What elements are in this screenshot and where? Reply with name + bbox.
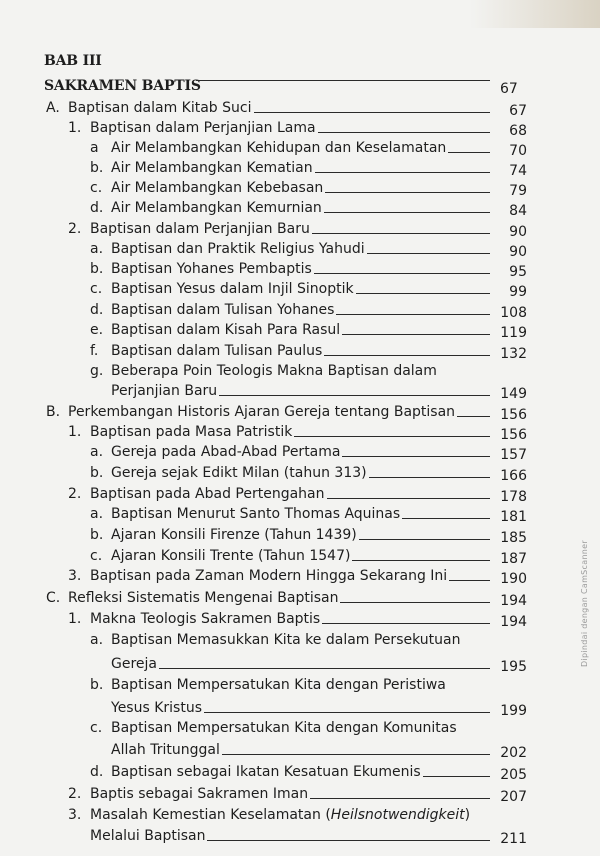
leader-line [325,192,490,193]
leader-line [324,355,490,356]
entry-title-text: Baptisan dalam Perjanjian Baru [90,221,310,237]
entry-number: A. [46,100,60,116]
leader-line [342,456,490,457]
entry-title [111,241,365,261]
entry-title-text: Baptisan Menurut Santo Thomas Aquinas [111,506,401,522]
scanner-watermark: Dipindai dengan CamScanner [580,540,589,667]
entry-title-text: Baptisan dalam Kitab Suci [68,100,252,116]
entry-title [111,281,354,301]
entry-page-number: 157 [500,447,527,463]
entry-number: c. [90,281,103,297]
leader-line [204,712,490,713]
entry-number: g. [90,363,104,379]
entry-title [111,720,457,740]
leader-line [359,539,490,540]
entry-number: d. [90,200,104,216]
entry-title [111,742,220,762]
entry-page-number: 194 [500,614,527,630]
entry-page-number: 202 [500,745,527,761]
leader-line [315,172,490,173]
entry-title [111,180,323,200]
entry-number: a. [90,632,104,648]
entry-title-suffix: ) [464,807,471,823]
entry-title [111,632,460,652]
leader-line [222,754,490,755]
leader-line [324,212,490,213]
entry-number: c. [90,180,103,196]
leader-line [352,560,490,561]
entry-page-number: 79 [509,183,527,199]
leader-line [367,253,490,254]
entry-title-text: Air Melambangkan Kebebasan [111,180,324,196]
entry-page-number: 95 [509,264,527,280]
entry-title-text: Baptisan Mempersatukan Kita dengan Peristiwa [111,677,446,693]
entry-page-number: 205 [500,767,527,783]
leader-line [327,498,490,499]
entry-title-text: Yesus Kristus [111,700,202,716]
entry-title-text: Baptisan dalam Tulisan Paulus [111,343,323,359]
entry-title [90,221,310,241]
entry-number: b. [90,677,104,693]
entry-title [111,160,313,180]
entry-title [90,424,292,444]
entry-number: e. [90,322,104,338]
entry-page-number: 178 [500,489,527,505]
entry-title-text: Masalah Kemestian Keselamatan ( [90,807,331,823]
entry-page-number: 156 [500,427,527,443]
leader-line [342,334,490,335]
entry-number: d. [90,764,104,780]
leader-line [369,477,490,478]
entry-title [111,322,340,342]
entry-title-text: Melalui Baptisan [90,828,206,844]
page-edge-shadow [470,0,600,28]
entry-number: b. [90,527,104,543]
leader-line [219,395,490,396]
entry-title-text: Baptisan dan Praktik Religius Yahudi [111,241,365,257]
entry-number: a. [90,444,104,460]
entry-title-text: Baptisan Yesus dalam Injil Sinoptik [111,281,354,297]
entry-title [90,807,470,827]
entry-title-text: Baptisan pada Masa Patristik [90,424,293,440]
entry-page-number: 199 [500,703,527,719]
section-title: SAKRAMEN BAPTIS [44,78,201,94]
entry-number: C. [46,590,61,606]
entry-page-number: 90 [509,244,527,260]
entry-page-number: 187 [500,551,527,567]
entry-title-text: Refleksi Sistematis Mengenai Baptisan [68,590,339,606]
entry-title [90,568,447,588]
leader-line [254,112,490,113]
entry-number: b. [90,160,104,176]
entry-title [68,590,338,610]
entry-title [68,404,455,424]
entry-number: b. [90,465,104,481]
entry-title [111,444,340,464]
leader-line [457,416,490,417]
entry-page-number: 90 [509,224,527,240]
entry-page-number: 99 [509,284,527,300]
entry-title [111,656,157,676]
entry-page-number: 166 [500,468,527,484]
entry-title [111,527,357,547]
entry-title [111,548,350,568]
entry-number: 1. [68,611,82,627]
leader-line [318,132,490,133]
leader-line [356,293,490,294]
entry-title [111,465,367,485]
entry-title [90,786,308,806]
leader-line [449,580,490,581]
entry-title-text: Baptisan pada Abad Pertengahan [90,486,325,502]
entry-title [111,700,202,720]
leader-line [312,233,490,234]
entry-page-number: 108 [500,305,527,321]
entry-number: 2. [68,786,82,802]
entry-page-number: 119 [500,325,527,341]
entry-number: a [90,140,99,156]
entry-title [111,506,400,526]
entry-page-number: 70 [509,143,527,159]
entry-title [111,302,334,322]
entry-page-number: 84 [509,203,527,219]
entry-page-number: 181 [500,509,527,525]
entry-title-text: Perkembangan Historis Ajaran Gereja tentang Baptisan [68,404,456,420]
leader-line [402,518,490,519]
entry-page-number: 132 [500,346,527,362]
leader-line [196,80,490,81]
leader-line [448,152,490,153]
entry-title [90,828,205,848]
entry-title [111,363,437,383]
entry-number: b. [90,261,104,277]
entry-title-text: Baptisan dalam Perjanjian Lama [90,120,316,136]
entry-page-number: 67 [509,103,527,119]
entry-page-number: 194 [500,593,527,609]
entry-page-number: 207 [500,789,527,805]
entry-page-number: 185 [500,530,527,546]
entry-title [111,677,446,697]
entry-title [111,200,322,220]
entry-number: d. [90,302,104,318]
entry-title-text: Baptisan dalam Kisah Para Rasul [111,322,341,338]
leader-line [322,623,490,624]
leader-line [314,273,490,274]
entry-title [111,764,421,784]
leader-line [310,798,490,799]
entry-page-number: 156 [500,407,527,423]
entry-title [68,100,252,120]
leader-line [423,776,490,777]
entry-title-text: Baptisan Yohanes Pembaptis [111,261,312,277]
entry-title-text: Baptisan sebagai Ikatan Kesatuan Ekumenis [111,764,421,780]
chapter-label: BAB III [44,53,102,69]
entry-number: 3. [68,807,82,823]
entry-title-text: Gereja pada Abad-Abad Pertama [111,444,341,460]
entry-title-text: Air Melambangkan Kehidupan dan Keselamatan [111,140,447,156]
entry-title-text: Makna Teologis Sakramen Baptis [90,611,321,627]
entry-title-text: Gereja sejak Edikt Milan (tahun 313) [111,465,367,481]
entry-title-text: Gereja [111,656,157,672]
entry-title-text: Air Melambangkan Kemurnian [111,200,322,216]
entry-page-number: 190 [500,571,527,587]
entry-title-text: Ajaran Konsili Trente (Tahun 1547) [111,548,351,564]
entry-number: f. [90,343,99,359]
entry-number: c. [90,548,103,564]
entry-title-text: Beberapa Poin Teologis Makna Baptisan dalam [111,363,437,379]
entry-title [90,486,325,506]
entry-number: 1. [68,424,82,440]
leader-line [336,314,490,315]
entry-page-number: 74 [509,163,527,179]
leader-line [340,602,490,603]
leader-line [207,840,490,841]
leader-line [294,436,490,437]
entry-title-text: Baptisan pada Zaman Modern Hingga Sekarang Ini [90,568,448,584]
entry-number: 3. [68,568,82,584]
entry-title-text: Baptisan Mempersatukan Kita dengan Komunitas [111,720,457,736]
entry-title-text: Air Melambangkan Kematian [111,160,313,176]
entry-number: 1. [68,120,82,136]
entry-page-number: 211 [500,831,527,847]
entry-title-text: Baptisan Memasukkan Kita ke dalam Persekutuan [111,632,461,648]
entry-page-number: 195 [500,659,527,675]
entry-number: a. [90,506,104,522]
leader-line [159,668,490,669]
entry-title-text: Allah Tritunggal [111,742,220,758]
entry-title [111,383,217,403]
entry-page-number: 68 [509,123,527,139]
entry-title-text: Baptis sebagai Sakramen Iman [90,786,309,802]
entry-title-italic: Heilsnotwendigkeit [330,807,465,823]
entry-number: a. [90,241,104,257]
entry-title [111,261,312,281]
entry-number: 2. [68,221,82,237]
section-page-number: 67 [500,81,518,97]
entry-title-text: Baptisan dalam Tulisan Yohanes [111,302,335,318]
entry-title-text: Perjanjian Baru [111,383,218,399]
entry-title [111,343,322,363]
entry-title [111,140,446,160]
entry-number: B. [46,404,61,420]
entry-title-text: Ajaran Konsili Firenze (Tahun 1439) [111,527,357,543]
entry-number: 2. [68,486,82,502]
entry-number: c. [90,720,103,736]
entry-page-number: 149 [500,386,527,402]
entry-title [90,120,316,140]
entry-title [90,611,320,631]
